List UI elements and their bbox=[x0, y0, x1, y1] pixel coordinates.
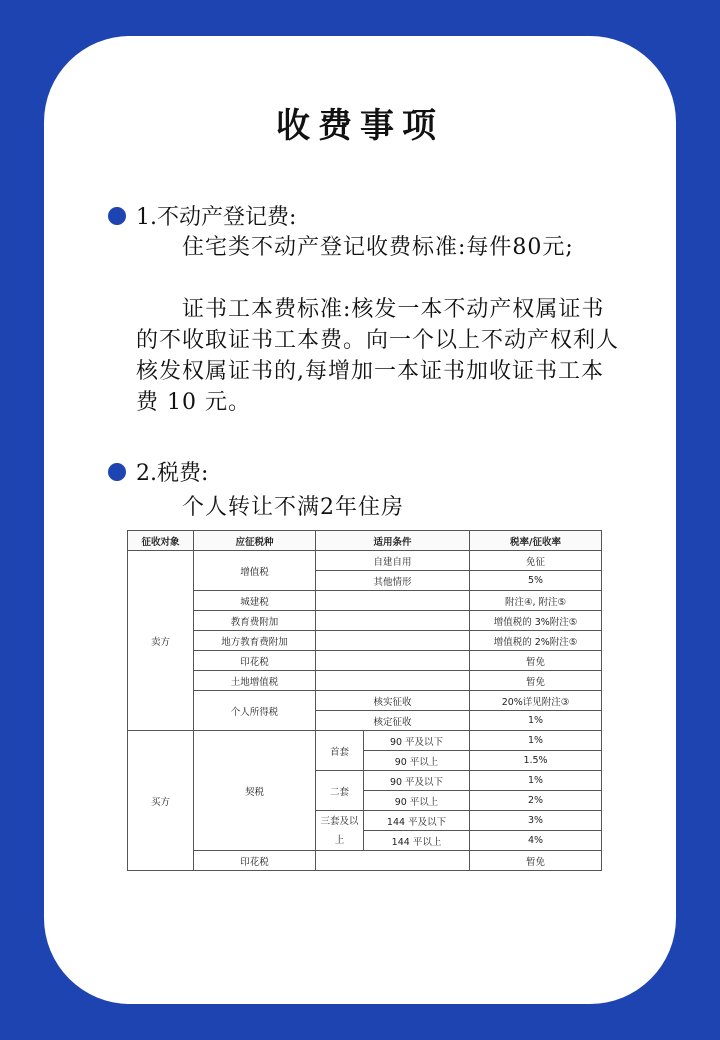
rate-cell: 1% bbox=[470, 731, 602, 751]
tax-type-cell: 个人所得税 bbox=[194, 691, 316, 731]
table-row bbox=[128, 691, 602, 711]
tax-type-cell: 土地增值税 bbox=[194, 671, 316, 691]
tier-cell: 三套及以上 bbox=[316, 811, 364, 851]
section-1-heading bbox=[108, 200, 296, 231]
table-row bbox=[128, 731, 602, 751]
tax-type-cell: 印花税 bbox=[194, 651, 316, 671]
rate-cell: 暂免 bbox=[470, 651, 602, 671]
table-row bbox=[128, 851, 602, 871]
bullet-dot-icon bbox=[108, 463, 126, 481]
tax-type-cell: 地方教育费附加 bbox=[194, 631, 316, 651]
rate-cell: 5% bbox=[470, 571, 602, 591]
header-cell: 征收对象 bbox=[128, 531, 194, 551]
certificate-fee-text: 证书工本费标准:核发一本不动产权属证书的不收取证书工本费。向一个以上不动产权利人核发权属证书的,每增加一本证书加收证书工本费 10 元。 bbox=[136, 297, 620, 415]
tax-type-cell: 增值税 bbox=[194, 551, 316, 591]
rate-cell: 暂免 bbox=[470, 671, 602, 691]
content-card bbox=[44, 36, 676, 1004]
table-row bbox=[128, 611, 602, 631]
condition-cell: 90 平以上 bbox=[364, 791, 470, 811]
fee-standard-text: 住宅类不动产登记收费标准:每件80元; bbox=[182, 235, 574, 260]
tier-cell: 二套 bbox=[316, 771, 364, 811]
table-header-row bbox=[128, 531, 602, 551]
rate-cell: 20%详见附注③ bbox=[470, 691, 602, 711]
bullet-dot-icon bbox=[108, 207, 126, 225]
condition-cell: 90 平及以下 bbox=[364, 731, 470, 751]
section-1-heading-text: 1.不动产登记费: bbox=[136, 205, 297, 230]
rate-cell: 暂免 bbox=[470, 851, 602, 871]
tax-subtitle: 个人转让不满2年住房 bbox=[182, 495, 404, 520]
condition-cell bbox=[316, 591, 470, 611]
section-2-heading-text: 2.税费: bbox=[136, 461, 209, 486]
rate-cell: 附注④, 附注⑤ bbox=[470, 591, 602, 611]
condition-cell: 核定征收 bbox=[316, 711, 470, 731]
table-row bbox=[128, 551, 602, 571]
object-cell: 卖方 bbox=[128, 551, 194, 731]
rate-cell: 2% bbox=[470, 791, 602, 811]
tax-type-cell: 契税 bbox=[194, 731, 316, 851]
table-row bbox=[128, 651, 602, 671]
tax-type-cell: 教育费附加 bbox=[194, 611, 316, 631]
condition-cell bbox=[316, 631, 470, 651]
table-row bbox=[128, 671, 602, 691]
condition-cell: 90 平以上 bbox=[364, 751, 470, 771]
tax-table bbox=[127, 530, 602, 871]
tax-type-cell: 城建税 bbox=[194, 591, 316, 611]
condition-cell: 144 平及以下 bbox=[364, 811, 470, 831]
condition-cell: 其他情形 bbox=[316, 571, 470, 591]
table-row bbox=[128, 631, 602, 651]
rate-cell: 免征 bbox=[470, 551, 602, 571]
condition-cell bbox=[316, 671, 470, 691]
rate-cell: 1% bbox=[470, 711, 602, 731]
tier-cell: 首套 bbox=[316, 731, 364, 771]
condition-cell bbox=[316, 851, 470, 871]
condition-cell bbox=[316, 611, 470, 631]
section-2-heading bbox=[108, 456, 208, 487]
page-title: 收费事项 bbox=[276, 106, 444, 146]
condition-cell: 90 平及以下 bbox=[364, 771, 470, 791]
rate-cell: 4% bbox=[470, 831, 602, 851]
table-row bbox=[128, 591, 602, 611]
condition-cell: 144 平以上 bbox=[364, 831, 470, 851]
rate-cell: 增值税的 3%附注⑤ bbox=[470, 611, 602, 631]
rate-cell: 增值税的 2%附注⑤ bbox=[470, 631, 602, 651]
rate-cell: 1% bbox=[470, 771, 602, 791]
header-cell: 适用条件 bbox=[316, 531, 470, 551]
condition-cell: 核实征收 bbox=[316, 691, 470, 711]
rate-cell: 3% bbox=[470, 811, 602, 831]
condition-cell bbox=[316, 651, 470, 671]
condition-cell: 自建自用 bbox=[316, 551, 470, 571]
header-cell: 应征税种 bbox=[194, 531, 316, 551]
object-cell: 买方 bbox=[128, 731, 194, 871]
header-cell: 税率/征收率 bbox=[470, 531, 602, 551]
tax-type-cell: 印花税 bbox=[194, 851, 316, 871]
rate-cell: 1.5% bbox=[470, 751, 602, 771]
